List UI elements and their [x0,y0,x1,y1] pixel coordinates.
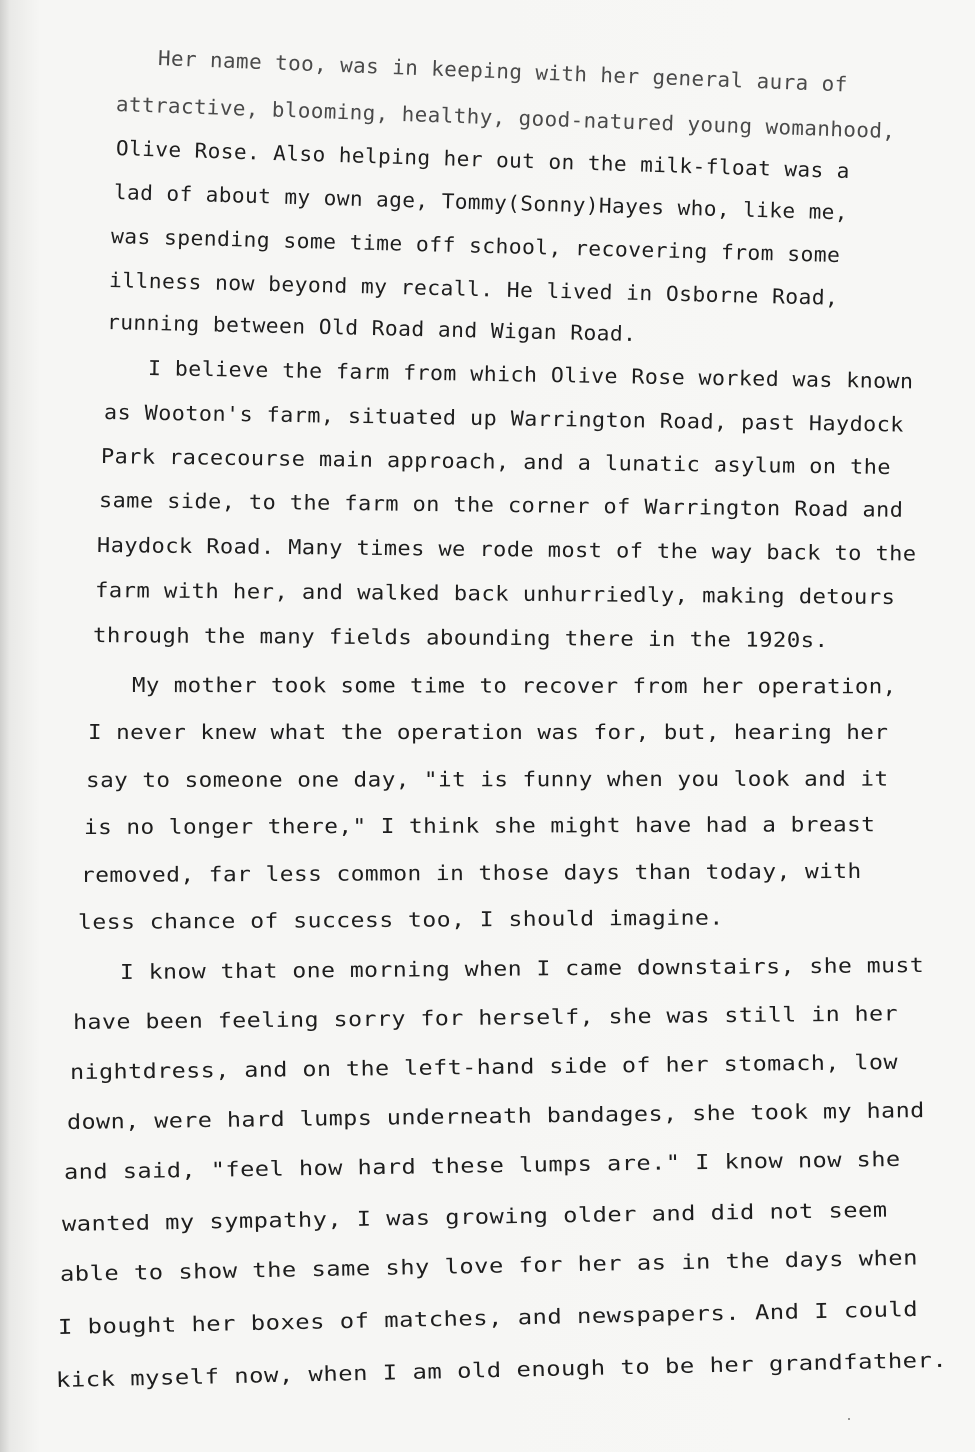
text-line: say to someone one day, "it is funny when you look and it [85,766,889,792]
text-line: and said, "feel how hard these lumps are." I know now she [63,1146,901,1184]
text-line: Haydock Road. Many times we rode most of the way back to the [96,533,917,566]
text-line: through the many fields abounding there in the 1920s. [92,623,829,653]
text-line: same side, to the farm on the corner of Warrington Road and [98,488,904,522]
text-line: I bought her boxes of matches, and newspapers. And I could [57,1296,919,1339]
text-line: attractive, blooming, healthy, good-natured young womanhood, [115,92,896,144]
text-line: My mother took some time to recover from her operation, [131,673,897,699]
text-line: was spending some time off school, recovering from some [110,224,841,268]
text-line: kick myself now, when I am old enough to be her grandfather. [55,1347,948,1392]
text-line: I believe the farm from which Olive Rose worked was known [147,356,914,394]
text-line: Olive Rose. Also helping her out on the milk-float was a [115,136,851,184]
text-line: nightdress, and on the left-hand side of her stomach, low [69,1049,899,1084]
text-line: farm with her, and walked back unhurriedly, making detours [94,578,896,609]
text-line: Her name too, was in keeping with her general aura of [157,46,849,97]
text-line: wanted my sympathy, I was growing older and did not seem [61,1197,888,1236]
text-line: running between Old Road and Wigan Road. [106,310,637,347]
text-line: removed, far less common in those days than today, with [80,858,862,887]
text-line: lad of about my own age, Tommy(Sonny)Hayes who, like me, [113,180,849,225]
text-line: as Wooton's farm, situated up Warrington Road, past Haydock [103,400,904,437]
text-line: I never knew what the operation was for, but, hearing her [88,720,889,744]
text-line: less chance of success too, I should imagine. [77,905,724,934]
text-line: I know that one morning when I came downstairs, she must [119,952,925,984]
text-line: Park racecourse main approach, and a lunatic asylum on the [100,444,892,480]
text-line: down, were hard lumps underneath bandages, she took my hand [66,1098,925,1134]
text-line: is no longer there," I think she might have had a breast [83,812,876,839]
text-line: have been feeling sorry for herself, she was still in her [72,1001,899,1034]
text-line: illness now beyond my recall. He lived in Osborne Road, [108,268,839,310]
text-line: able to show the same shy love for her as in the days when [59,1245,919,1286]
paper-speck [848,1418,850,1420]
